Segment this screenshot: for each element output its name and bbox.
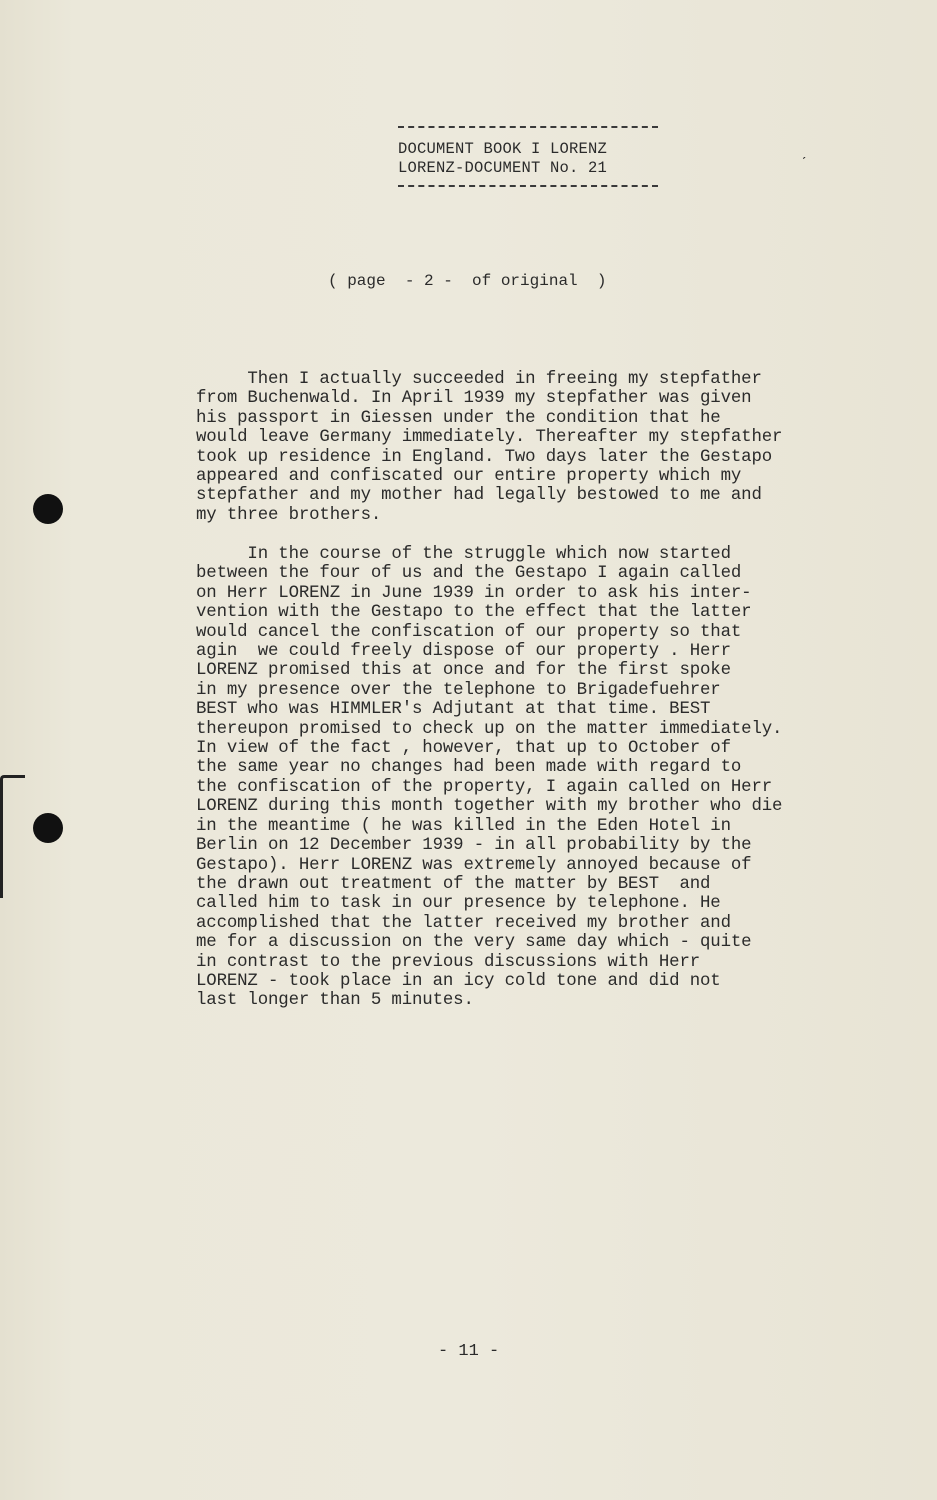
paragraph-2: In the course of the struggle which now started between the four of us and the Gestapo I again called on Herr LORENZ in June 1939 in order to ask his inter- vention with the Gestapo to the effect that the latter would cancel the confiscation of our property so that agin we could freely dispose of our property . Herr LORENZ promised this at once and for the first spoke in my presence over the telephone to Brigadefuehrer BEST who was HIMMLER's Adjutant at that time. BEST thereupon promised to check up on the matter immediately. In view of the fact , however, that up to October of the same year no changes had been made with regard to the confiscation of the property, I again called on Herr LORENZ during this month together with my brother who die in the meantime ( he was killed in the Eden Hotel in Berlin on 12 December 1939 - in all probability by the Gestapo). Herr LORENZ was extremely annoyed because of the drawn out treatment of the matter by BEST and called him to task in our presence by telephone. He accomplished that the latter received my brother and me for a discussion on the very same day which - quite in contrast to the previous discussions with Herr LORENZ - took place in an icy cold tone and did not last longer than 5 minutes. bbox=[196, 545, 783, 1011]
page-number: - 11 - bbox=[438, 1342, 500, 1361]
header-bottom-rule bbox=[398, 185, 658, 187]
original-page-reference: ( page - 2 - of original ) bbox=[328, 272, 607, 290]
header-top-rule bbox=[398, 126, 658, 128]
document-number: LORENZ-DOCUMENT No. 21 bbox=[398, 159, 608, 177]
document-book-title: DOCUMENT BOOK I LORENZ bbox=[398, 140, 608, 158]
binder-edge bbox=[0, 775, 25, 898]
pen-mark: ˊ bbox=[800, 156, 809, 172]
punch-hole-bottom bbox=[33, 813, 63, 843]
paragraph-1: Then I actually succeeded in freeing my stepfather from Buchenwald. In April 1939 my stepfather was given his passport in Giessen under the condition that he would leave Germany immediately. Thereafter my stepfather took up residence in England. Two days later the Gestapo appeared and confiscated our entire property which my stepfather and my mother had legally bestowed to me and my three brothers. bbox=[196, 370, 783, 525]
punch-hole-top bbox=[33, 494, 63, 524]
